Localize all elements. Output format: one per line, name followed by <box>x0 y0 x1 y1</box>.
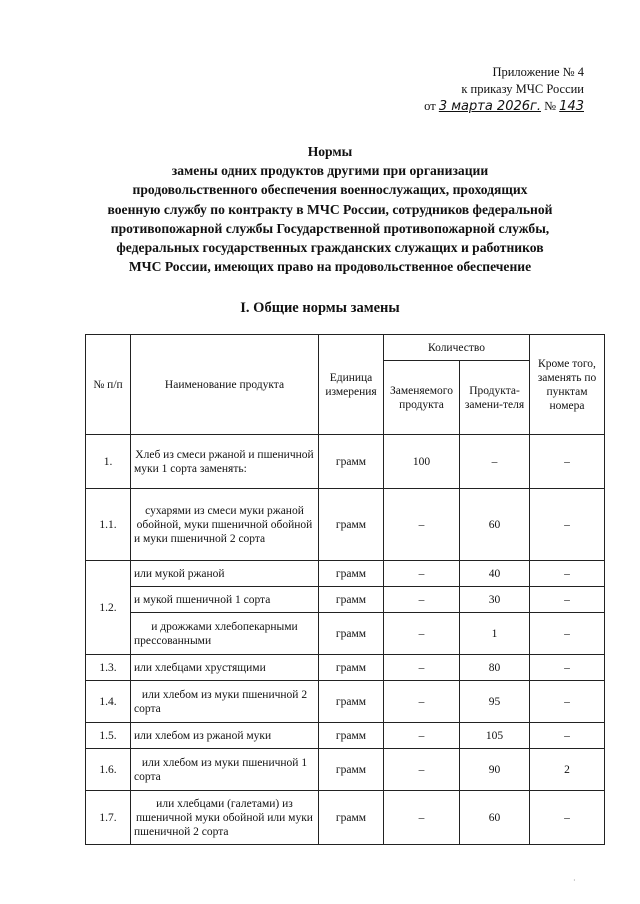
row-num: 1.6. <box>86 749 131 791</box>
title-line: противопожарной службы Государственной противопожарной службы, <box>110 220 550 236</box>
row-name: и дрожжами хлебопекарными прессованными <box>131 613 319 655</box>
date-prefix: от <box>424 99 436 113</box>
number-prefix: № <box>544 99 557 113</box>
row-except: – <box>530 681 605 723</box>
row-name: или хлебом из муки пшеничной 2 сорта <box>131 681 319 723</box>
appendix-line-1: Приложение № 4 <box>492 65 584 79</box>
table-row <box>86 613 605 655</box>
row-substitute: 80 <box>460 655 530 681</box>
row-name: или хлебом из ржаной муки <box>131 723 319 749</box>
table-row <box>86 561 605 587</box>
table-row <box>86 749 605 791</box>
table-row <box>86 587 605 613</box>
row-num: 1.5. <box>86 723 131 749</box>
section-title: I. Общие нормы замены <box>240 300 400 316</box>
row-unit: грамм <box>319 723 384 749</box>
row-replaced: – <box>384 613 460 655</box>
row-unit: грамм <box>319 561 384 587</box>
row-except: – <box>530 791 605 845</box>
row-unit: грамм <box>319 791 384 845</box>
row-except: 2 <box>530 749 605 791</box>
row-replaced: – <box>384 587 460 613</box>
row-replaced: 100 <box>384 435 460 489</box>
row-name: сухарями из смеси муки ржаной обойной, муки пшеничной обойной и муки пшеничной 2 сорта <box>131 489 319 561</box>
norms-table <box>85 334 605 845</box>
row-except: – <box>530 587 605 613</box>
row-unit: грамм <box>319 435 384 489</box>
row-substitute: 60 <box>460 489 530 561</box>
title-line: военную службу по контракту в МЧС России, сотрудников федеральной <box>107 201 553 217</box>
row-except: – <box>530 723 605 749</box>
handwritten-number: 143 <box>559 99 584 114</box>
row-substitute: – <box>460 435 530 489</box>
table-row <box>86 655 605 681</box>
row-name: и мукой пшеничной 1 сорта <box>131 587 319 613</box>
row-name: Хлеб из смеси ржаной и пшеничной муки 1 сорта заменять: <box>131 435 319 489</box>
row-unit: грамм <box>319 587 384 613</box>
row-replaced: – <box>384 723 460 749</box>
row-unit: грамм <box>319 655 384 681</box>
table-row <box>86 435 605 489</box>
row-num: 1.4. <box>86 681 131 723</box>
row-substitute: 1 <box>460 613 530 655</box>
row-unit: грамм <box>319 489 384 561</box>
row-replaced: – <box>384 561 460 587</box>
row-substitute: 90 <box>460 749 530 791</box>
page-mark: · <box>573 876 576 885</box>
row-except: – <box>530 655 605 681</box>
handwritten-date: 3 марта 2026г. <box>438 99 541 114</box>
header-name: Наименование продукта <box>131 335 319 435</box>
header-except: Кроме того, заменять по пунктам номера <box>530 335 605 435</box>
row-name: или хлебцами (галетами) из пшеничной муки обойной или муки пшеничной 2 сорта <box>131 791 319 845</box>
header-replaced: Заменяемого продукта <box>384 361 460 435</box>
row-name: или хлебом из муки пшеничной 1 сорта <box>131 749 319 791</box>
row-num: 1. <box>86 435 131 489</box>
row-num: 1.3. <box>86 655 131 681</box>
row-substitute: 30 <box>460 587 530 613</box>
title-heading: Нормы <box>307 144 353 159</box>
header-substitute: Продукта-замени-теля <box>460 361 530 435</box>
title-line: продовольственного обеспечения военнослужащих, проходящих <box>132 182 528 198</box>
row-substitute: 95 <box>460 681 530 723</box>
table-row <box>86 791 605 845</box>
row-unit: грамм <box>319 681 384 723</box>
row-replaced: – <box>384 749 460 791</box>
row-replaced: – <box>384 655 460 681</box>
header-num: № п/п <box>86 335 131 435</box>
title-line: МЧС России, имеющих право на продовольственное обеспечение <box>128 259 532 275</box>
header-unit: Единица измерения <box>319 335 384 435</box>
document-title <box>60 142 600 276</box>
row-num: 1.1. <box>86 489 131 561</box>
appendix-line-2: к приказу МЧС России <box>461 82 584 96</box>
row-except: – <box>530 561 605 587</box>
appendix-date-line <box>424 98 584 115</box>
row-substitute: 60 <box>460 791 530 845</box>
appendix-block <box>424 64 584 115</box>
row-name: или мукой ржаной <box>131 561 319 587</box>
header-quantity: Количество <box>384 335 530 361</box>
row-except: – <box>530 489 605 561</box>
row-substitute: 40 <box>460 561 530 587</box>
row-substitute: 105 <box>460 723 530 749</box>
row-num: 1.2. <box>86 561 131 655</box>
row-unit: грамм <box>319 749 384 791</box>
row-num: 1.7. <box>86 791 131 845</box>
title-line: замены одних продуктов другими при организации <box>171 163 489 179</box>
table-row <box>86 723 605 749</box>
row-unit: грамм <box>319 613 384 655</box>
header-row <box>86 335 605 361</box>
row-replaced: – <box>384 681 460 723</box>
table-row <box>86 489 605 561</box>
row-replaced: – <box>384 791 460 845</box>
row-except: – <box>530 435 605 489</box>
row-except: – <box>530 613 605 655</box>
row-replaced: – <box>384 489 460 561</box>
title-line: федеральных государственных гражданских служащих и работников <box>116 240 544 256</box>
table-row <box>86 681 605 723</box>
row-name: или хлебцами хрустящими <box>131 655 319 681</box>
